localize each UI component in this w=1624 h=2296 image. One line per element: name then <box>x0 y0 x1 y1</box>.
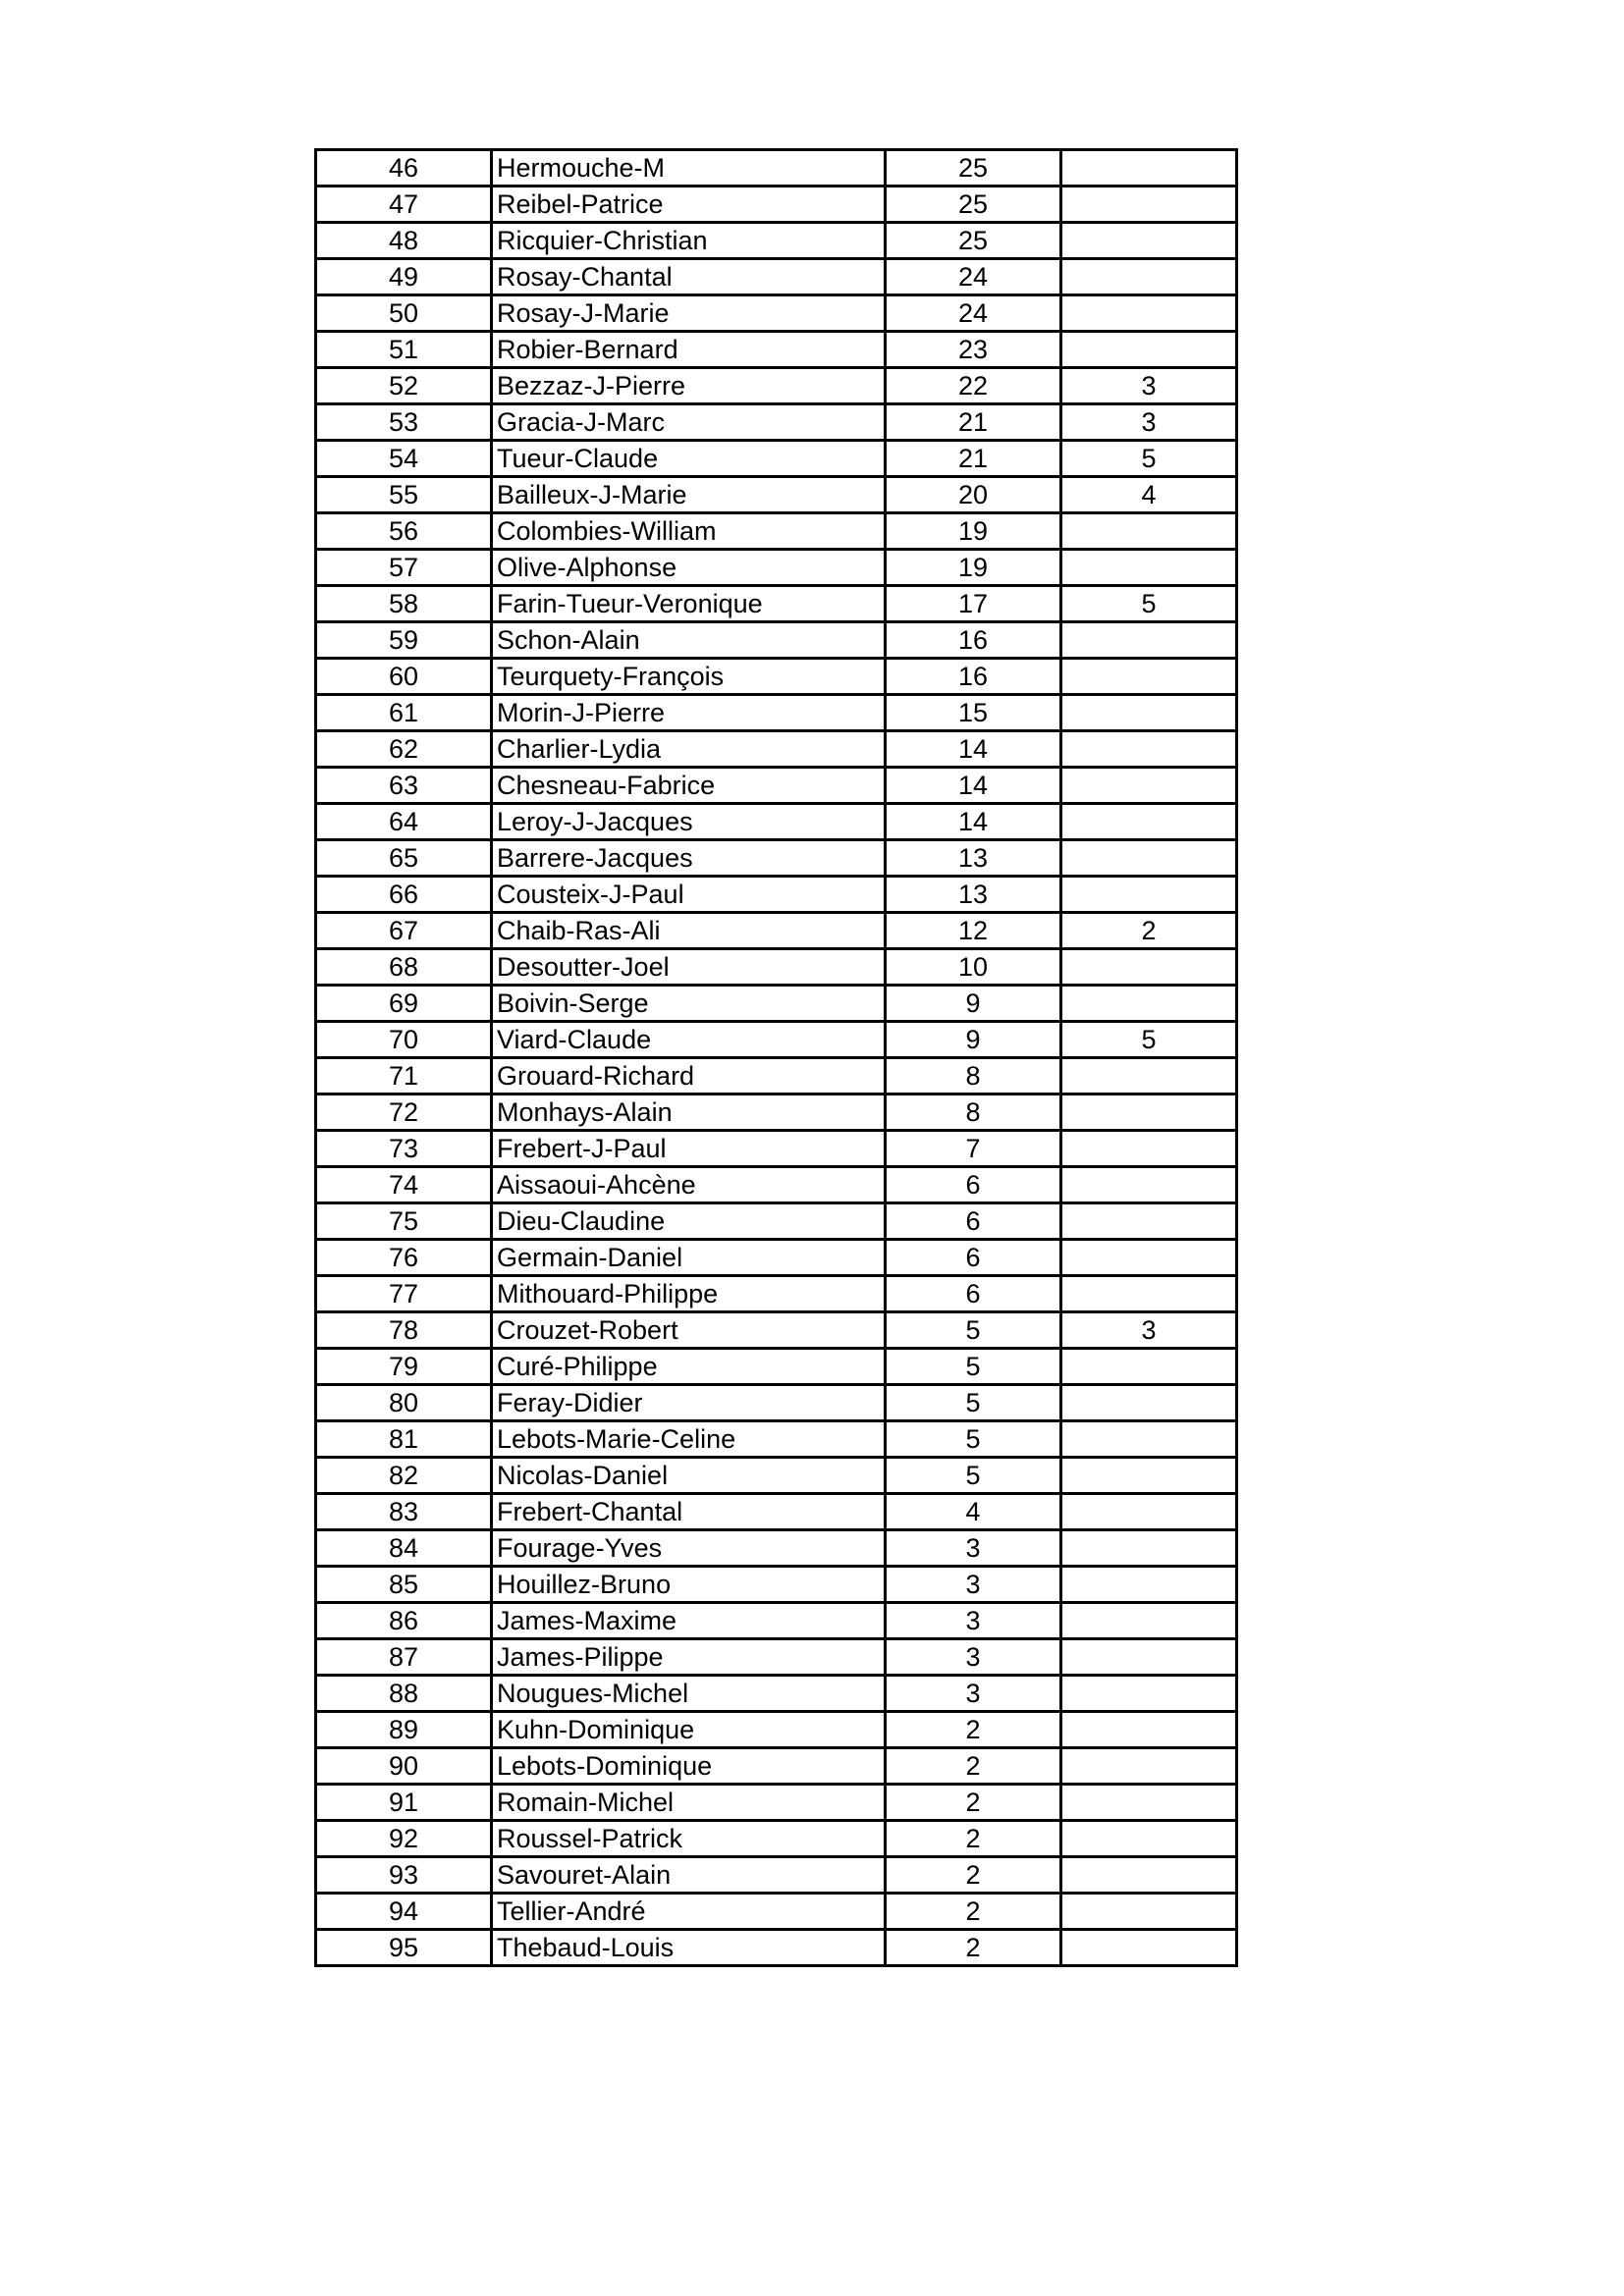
extra-cell: 5 <box>1061 441 1237 477</box>
extra-cell <box>1061 332 1237 368</box>
name-cell: Morin-J-Pierre <box>492 695 886 731</box>
rank-cell: 54 <box>316 441 492 477</box>
rank-cell: 58 <box>316 586 492 622</box>
table-row <box>316 1276 1237 1312</box>
rank-cell: 74 <box>316 1167 492 1203</box>
table-row <box>316 768 1237 804</box>
rank-cell: 53 <box>316 404 492 441</box>
points-cell: 24 <box>886 295 1061 332</box>
rank-cell: 56 <box>316 513 492 550</box>
points-cell: 24 <box>886 259 1061 295</box>
name-cell: Olive-Alphonse <box>492 550 886 586</box>
table-row <box>316 1022 1237 1058</box>
points-cell: 23 <box>886 332 1061 368</box>
extra-cell <box>1061 949 1237 986</box>
table-row <box>316 622 1237 659</box>
table-row <box>316 1639 1237 1676</box>
name-cell: Frebert-J-Paul <box>492 1131 886 1167</box>
name-cell: Lebots-Marie-Celine <box>492 1421 886 1458</box>
points-cell: 25 <box>886 223 1061 259</box>
points-cell: 2 <box>886 1857 1061 1894</box>
name-cell: Colombies-William <box>492 513 886 550</box>
extra-cell: 3 <box>1061 368 1237 404</box>
table-row <box>316 1530 1237 1567</box>
rank-cell: 55 <box>316 477 492 513</box>
rank-cell: 61 <box>316 695 492 731</box>
name-cell: Nicolas-Daniel <box>492 1458 886 1494</box>
name-cell: Chaib-Ras-Ali <box>492 913 886 949</box>
points-cell: 16 <box>886 659 1061 695</box>
name-cell: Viard-Claude <box>492 1022 886 1058</box>
points-cell: 25 <box>886 187 1061 223</box>
extra-cell <box>1061 695 1237 731</box>
table-row <box>316 731 1237 768</box>
extra-cell <box>1061 768 1237 804</box>
table-row <box>316 804 1237 840</box>
extra-cell <box>1061 877 1237 913</box>
points-cell: 2 <box>886 1821 1061 1857</box>
table-row <box>316 1131 1237 1167</box>
table-row <box>316 1785 1237 1821</box>
points-cell: 5 <box>886 1421 1061 1458</box>
table-row <box>316 1421 1237 1458</box>
table-row <box>316 1857 1237 1894</box>
name-cell: Dieu-Claudine <box>492 1203 886 1240</box>
rank-cell: 49 <box>316 259 492 295</box>
rank-cell: 79 <box>316 1349 492 1385</box>
rank-cell: 70 <box>316 1022 492 1058</box>
table-row <box>316 913 1237 949</box>
rank-cell: 87 <box>316 1639 492 1676</box>
extra-cell <box>1061 1058 1237 1095</box>
extra-cell <box>1061 840 1237 877</box>
extra-cell <box>1061 1240 1237 1276</box>
points-cell: 2 <box>886 1748 1061 1785</box>
table-row <box>316 223 1237 259</box>
name-cell: Bailleux-J-Marie <box>492 477 886 513</box>
name-cell: Charlier-Lydia <box>492 731 886 768</box>
name-cell: Grouard-Richard <box>492 1058 886 1095</box>
rank-cell: 81 <box>316 1421 492 1458</box>
extra-cell: 5 <box>1061 1022 1237 1058</box>
points-cell: 6 <box>886 1240 1061 1276</box>
rank-cell: 77 <box>316 1276 492 1312</box>
points-cell: 6 <box>886 1203 1061 1240</box>
extra-cell <box>1061 1821 1237 1857</box>
rank-cell: 82 <box>316 1458 492 1494</box>
extra-cell: 5 <box>1061 586 1237 622</box>
points-cell: 3 <box>886 1530 1061 1567</box>
points-cell: 7 <box>886 1131 1061 1167</box>
points-cell: 3 <box>886 1603 1061 1639</box>
name-cell: Nougues-Michel <box>492 1676 886 1712</box>
extra-cell: 2 <box>1061 913 1237 949</box>
table-row <box>316 404 1237 441</box>
extra-cell: 3 <box>1061 404 1237 441</box>
extra-cell <box>1061 731 1237 768</box>
rank-cell: 68 <box>316 949 492 986</box>
rank-cell: 62 <box>316 731 492 768</box>
rank-cell: 91 <box>316 1785 492 1821</box>
table-row <box>316 332 1237 368</box>
rank-cell: 92 <box>316 1821 492 1857</box>
name-cell: James-Pilippe <box>492 1639 886 1676</box>
name-cell: Rosay-Chantal <box>492 259 886 295</box>
table-row <box>316 1603 1237 1639</box>
points-cell: 8 <box>886 1058 1061 1095</box>
extra-cell <box>1061 1603 1237 1639</box>
table-row <box>316 1894 1237 1930</box>
table-row <box>316 187 1237 223</box>
points-cell: 14 <box>886 804 1061 840</box>
table-row <box>316 1312 1237 1349</box>
points-cell: 20 <box>886 477 1061 513</box>
extra-cell <box>1061 1131 1237 1167</box>
name-cell: Leroy-J-Jacques <box>492 804 886 840</box>
name-cell: Schon-Alain <box>492 622 886 659</box>
points-cell: 10 <box>886 949 1061 986</box>
table-row <box>316 1567 1237 1603</box>
points-cell: 21 <box>886 441 1061 477</box>
name-cell: Rosay-J-Marie <box>492 295 886 332</box>
points-cell: 3 <box>886 1676 1061 1712</box>
points-cell: 6 <box>886 1276 1061 1312</box>
rank-cell: 52 <box>316 368 492 404</box>
extra-cell <box>1061 223 1237 259</box>
ranking-table-body <box>316 150 1237 1966</box>
table-row <box>316 1676 1237 1712</box>
table-row <box>316 1712 1237 1748</box>
extra-cell <box>1061 1712 1237 1748</box>
table-row <box>316 1821 1237 1857</box>
name-cell: Savouret-Alain <box>492 1857 886 1894</box>
table-row <box>316 1167 1237 1203</box>
rank-cell: 89 <box>316 1712 492 1748</box>
table-row <box>316 368 1237 404</box>
points-cell: 13 <box>886 840 1061 877</box>
table-row <box>316 150 1237 187</box>
points-cell: 2 <box>886 1930 1061 1966</box>
table-row <box>316 877 1237 913</box>
rank-cell: 51 <box>316 332 492 368</box>
table-row <box>316 513 1237 550</box>
points-cell: 9 <box>886 1022 1061 1058</box>
extra-cell <box>1061 1276 1237 1312</box>
extra-cell <box>1061 259 1237 295</box>
points-cell: 16 <box>886 622 1061 659</box>
points-cell: 14 <box>886 768 1061 804</box>
name-cell: Cousteix-J-Paul <box>492 877 886 913</box>
extra-cell <box>1061 1930 1237 1966</box>
name-cell: Aissaoui-Ahcène <box>492 1167 886 1203</box>
extra-cell <box>1061 1203 1237 1240</box>
extra-cell <box>1061 1385 1237 1421</box>
name-cell: Ricquier-Christian <box>492 223 886 259</box>
points-cell: 19 <box>886 513 1061 550</box>
name-cell: Tellier-André <box>492 1894 886 1930</box>
table-row <box>316 1494 1237 1530</box>
name-cell: Germain-Daniel <box>492 1240 886 1276</box>
name-cell: Reibel-Patrice <box>492 187 886 223</box>
points-cell: 3 <box>886 1639 1061 1676</box>
points-cell: 14 <box>886 731 1061 768</box>
rank-cell: 48 <box>316 223 492 259</box>
rank-cell: 69 <box>316 986 492 1022</box>
name-cell: Teurquety-François <box>492 659 886 695</box>
name-cell: Crouzet-Robert <box>492 1312 886 1349</box>
points-cell: 13 <box>886 877 1061 913</box>
name-cell: Bezzaz-J-Pierre <box>492 368 886 404</box>
extra-cell <box>1061 1458 1237 1494</box>
rank-cell: 75 <box>316 1203 492 1240</box>
rank-cell: 67 <box>316 913 492 949</box>
name-cell: Desoutter-Joel <box>492 949 886 986</box>
extra-cell <box>1061 187 1237 223</box>
points-cell: 2 <box>886 1785 1061 1821</box>
extra-cell: 4 <box>1061 477 1237 513</box>
rank-cell: 94 <box>316 1894 492 1930</box>
name-cell: Gracia-J-Marc <box>492 404 886 441</box>
extra-cell <box>1061 1095 1237 1131</box>
rank-cell: 66 <box>316 877 492 913</box>
table-row <box>316 1930 1237 1966</box>
extra-cell <box>1061 986 1237 1022</box>
rank-cell: 90 <box>316 1748 492 1785</box>
name-cell: Farin-Tueur-Veronique <box>492 586 886 622</box>
points-cell: 5 <box>886 1385 1061 1421</box>
name-cell: Houillez-Bruno <box>492 1567 886 1603</box>
name-cell: Lebots-Dominique <box>492 1748 886 1785</box>
rank-cell: 78 <box>316 1312 492 1349</box>
name-cell: Robier-Bernard <box>492 332 886 368</box>
points-cell: 8 <box>886 1095 1061 1131</box>
name-cell: Thebaud-Louis <box>492 1930 886 1966</box>
extra-cell <box>1061 1785 1237 1821</box>
name-cell: Barrere-Jacques <box>492 840 886 877</box>
extra-cell <box>1061 1748 1237 1785</box>
extra-cell: 3 <box>1061 1312 1237 1349</box>
points-cell: 6 <box>886 1167 1061 1203</box>
rank-cell: 72 <box>316 1095 492 1131</box>
table-row <box>316 586 1237 622</box>
table-row <box>316 695 1237 731</box>
name-cell: James-Maxime <box>492 1603 886 1639</box>
name-cell: Kuhn-Dominique <box>492 1712 886 1748</box>
extra-cell <box>1061 1421 1237 1458</box>
table-row <box>316 1458 1237 1494</box>
extra-cell <box>1061 1857 1237 1894</box>
points-cell: 21 <box>886 404 1061 441</box>
table-row <box>316 1203 1237 1240</box>
rank-cell: 50 <box>316 295 492 332</box>
table-row <box>316 1349 1237 1385</box>
name-cell: Romain-Michel <box>492 1785 886 1821</box>
rank-cell: 80 <box>316 1385 492 1421</box>
table-row <box>316 659 1237 695</box>
rank-cell: 57 <box>316 550 492 586</box>
table-row <box>316 986 1237 1022</box>
table-row <box>316 550 1237 586</box>
rank-cell: 76 <box>316 1240 492 1276</box>
name-cell: Hermouche-M <box>492 150 886 187</box>
table-row <box>316 840 1237 877</box>
points-cell: 5 <box>886 1458 1061 1494</box>
rank-cell: 63 <box>316 768 492 804</box>
extra-cell <box>1061 1676 1237 1712</box>
name-cell: Feray-Didier <box>492 1385 886 1421</box>
rank-cell: 47 <box>316 187 492 223</box>
name-cell: Fourage-Yves <box>492 1530 886 1567</box>
name-cell: Chesneau-Fabrice <box>492 768 886 804</box>
extra-cell <box>1061 1530 1237 1567</box>
rank-cell: 85 <box>316 1567 492 1603</box>
rank-cell: 83 <box>316 1494 492 1530</box>
table-row <box>316 949 1237 986</box>
points-cell: 2 <box>886 1712 1061 1748</box>
rank-cell: 65 <box>316 840 492 877</box>
table-row <box>316 259 1237 295</box>
name-cell: Monhays-Alain <box>492 1095 886 1131</box>
table-row <box>316 1095 1237 1131</box>
extra-cell <box>1061 295 1237 332</box>
points-cell: 5 <box>886 1312 1061 1349</box>
points-cell: 17 <box>886 586 1061 622</box>
rank-cell: 95 <box>316 1930 492 1966</box>
table-row <box>316 441 1237 477</box>
rank-cell: 93 <box>316 1857 492 1894</box>
points-cell: 22 <box>886 368 1061 404</box>
extra-cell <box>1061 659 1237 695</box>
extra-cell <box>1061 622 1237 659</box>
extra-cell <box>1061 1494 1237 1530</box>
rank-cell: 71 <box>316 1058 492 1095</box>
table-row <box>316 477 1237 513</box>
points-cell: 19 <box>886 550 1061 586</box>
name-cell: Mithouard-Philippe <box>492 1276 886 1312</box>
points-cell: 2 <box>886 1894 1061 1930</box>
name-cell: Frebert-Chantal <box>492 1494 886 1530</box>
extra-cell <box>1061 550 1237 586</box>
table-row <box>316 1058 1237 1095</box>
name-cell: Roussel-Patrick <box>492 1821 886 1857</box>
name-cell: Tueur-Claude <box>492 441 886 477</box>
points-cell: 12 <box>886 913 1061 949</box>
name-cell: Boivin-Serge <box>492 986 886 1022</box>
rank-cell: 60 <box>316 659 492 695</box>
rank-cell: 88 <box>316 1676 492 1712</box>
extra-cell <box>1061 804 1237 840</box>
points-cell: 25 <box>886 150 1061 187</box>
points-cell: 5 <box>886 1349 1061 1385</box>
points-cell: 4 <box>886 1494 1061 1530</box>
rank-cell: 59 <box>316 622 492 659</box>
rank-cell: 64 <box>316 804 492 840</box>
table-row <box>316 295 1237 332</box>
points-cell: 9 <box>886 986 1061 1022</box>
rank-cell: 84 <box>316 1530 492 1567</box>
name-cell: Curé-Philippe <box>492 1349 886 1385</box>
ranking-table <box>314 148 1238 1967</box>
points-cell: 15 <box>886 695 1061 731</box>
table-row <box>316 1240 1237 1276</box>
table-row <box>316 1748 1237 1785</box>
extra-cell <box>1061 150 1237 187</box>
extra-cell <box>1061 1167 1237 1203</box>
extra-cell <box>1061 513 1237 550</box>
points-cell: 3 <box>886 1567 1061 1603</box>
extra-cell <box>1061 1894 1237 1930</box>
extra-cell <box>1061 1639 1237 1676</box>
table-row <box>316 1385 1237 1421</box>
rank-cell: 86 <box>316 1603 492 1639</box>
extra-cell <box>1061 1567 1237 1603</box>
extra-cell <box>1061 1349 1237 1385</box>
rank-cell: 73 <box>316 1131 492 1167</box>
rank-cell: 46 <box>316 150 492 187</box>
